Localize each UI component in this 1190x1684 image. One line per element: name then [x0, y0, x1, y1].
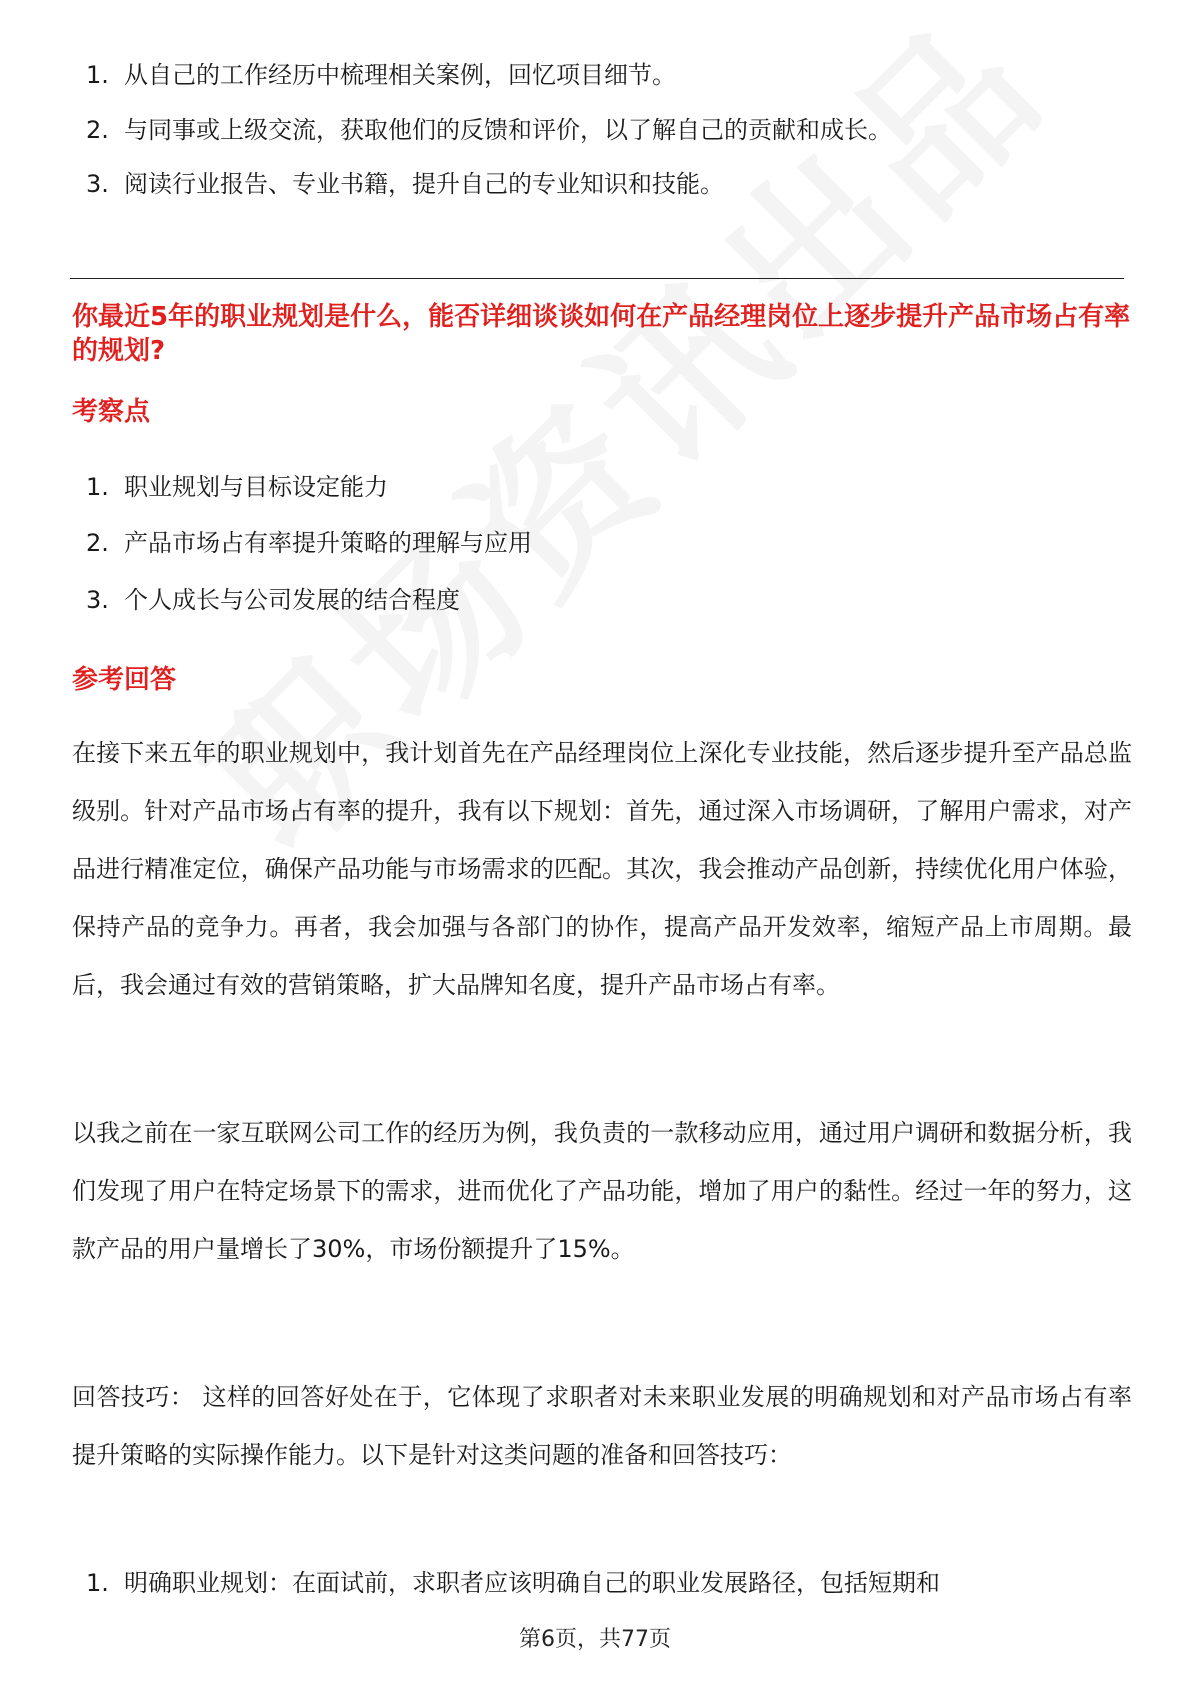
reference-answer-label: 参考回答 — [72, 665, 177, 695]
list-number: 3. — [86, 170, 109, 198]
page-number-footer: 第6页，共77页 — [519, 1627, 671, 1652]
answer-tips-paragraph: 回答技巧： 这样的回答好处在于，它体现了求职者对未来职业发展的明确规划和对产品市场占有率提升策略的实际操作能力。以下是针对这类问题的准备和回答技巧： — [72, 1383, 1132, 1469]
list-text: 产品市场占有率提升策略的理解与应用 — [124, 529, 532, 557]
list-number: 2. — [86, 529, 109, 557]
list-text: 阅读行业报告、专业书籍，提升自己的专业知识和技能。 — [124, 170, 724, 198]
list-text: 从自己的工作经历中梳理相关案例，回忆项目细节。 — [124, 61, 676, 89]
section-divider — [70, 278, 1124, 279]
list-text: 个人成长与公司发展的结合程度 — [124, 586, 460, 614]
list-number: 1. — [86, 1569, 109, 1597]
list-number: 3. — [86, 586, 109, 614]
list-text: 明确职业规划：在面试前，求职者应该明确自己的职业发展路径，包括短期和 — [124, 1569, 940, 1597]
list-number: 1. — [86, 61, 109, 89]
list-text: 职业规划与目标设定能力 — [124, 473, 388, 501]
list-number: 2. — [86, 116, 109, 144]
examine-points-label: 考察点 — [72, 397, 151, 427]
answer-paragraph: 在接下来五年的职业规划中，我计划首先在产品经理岗位上深化专业技能，然后逐步提升至产品总监级别。针对产品市场占有率的提升，我有以下规划：首先，通过深入市场调研，了解用户需求，对产品进行精准定位，确保产品功能与市场需求的匹配。其次，我会推动产品创新，持续优化用户体验，保持产品的竞争力。再者，我会加强与各部门的协作，提高产品开发效率，缩短产品上市周期。最后，我会通过有效的营销策略，扩大品牌知名度，提升产品市场占有率。 — [72, 739, 1132, 999]
list-number: 1. — [86, 473, 109, 501]
question-heading: 你最近5年的职业规划是什么，能否详细谈谈如何在产品经理岗位上逐步提升产品市场占有率的规划? — [72, 302, 1131, 366]
answer-paragraph: 以我之前在一家互联网公司工作的经历为例，我负责的一款移动应用，通过用户调研和数据分析，我们发现了用户在特定场景下的需求，进而优化了产品功能，增加了用户的黏性。经过一年的努力，这款产品的用户量增长了30%，市场份额提升了15%。 — [72, 1119, 1132, 1263]
list-text: 与同事或上级交流，获取他们的反馈和评价，以了解自己的贡献和成长。 — [124, 116, 892, 144]
